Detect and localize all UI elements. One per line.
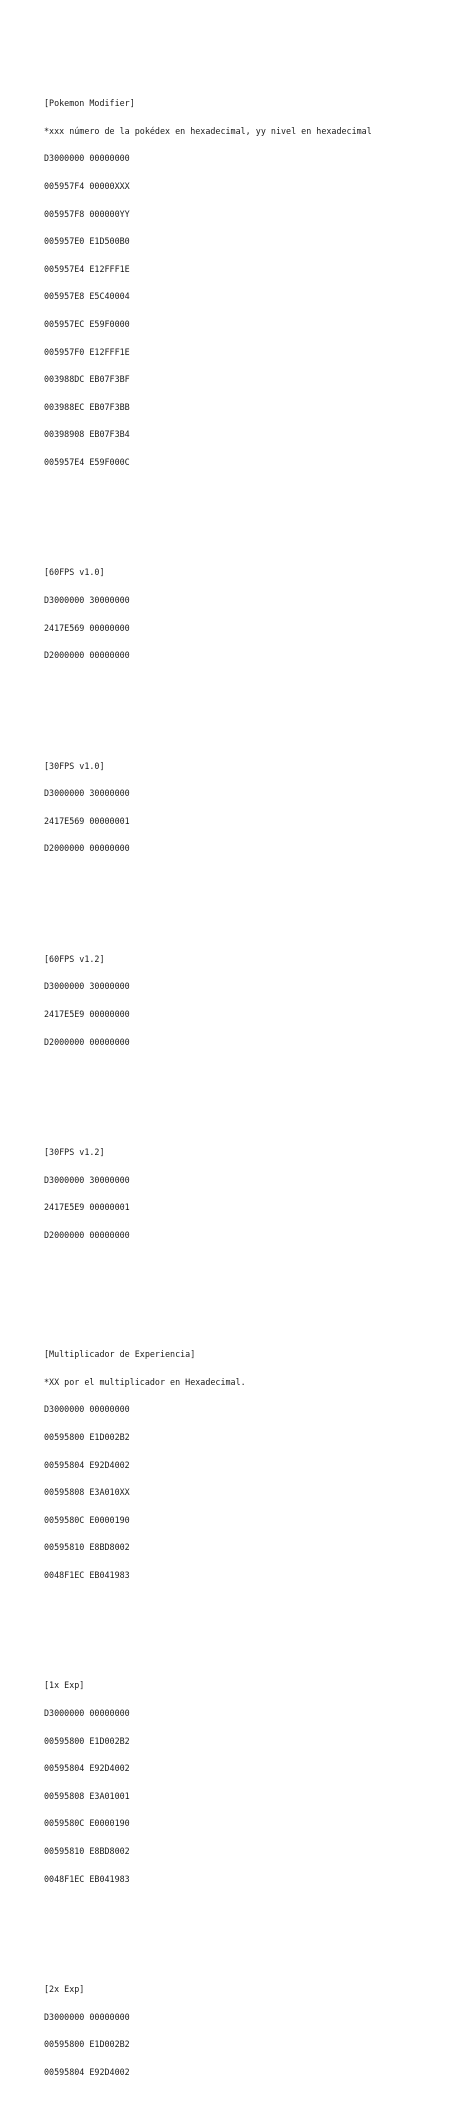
code-line: D2000000 00000000 bbox=[44, 1229, 130, 1240]
code-line: D2000000 00000000 bbox=[44, 843, 130, 854]
code-line: 003988DC EB07F3BF bbox=[44, 374, 130, 385]
section-multiplicador-experiencia bbox=[44, 1332, 372, 1599]
code-line: 2417E5E9 00000000 bbox=[44, 1008, 130, 1019]
code-line: D3000000 30000000 bbox=[44, 981, 130, 992]
code-line: 005957F8 000000YY bbox=[44, 208, 130, 219]
code-line: 005957E0 E1D500B0 bbox=[44, 236, 130, 247]
section-title: [60FPS v1.2] bbox=[44, 953, 105, 964]
code-line: 005957EC E59F0000 bbox=[44, 318, 130, 329]
code-line: 00595800 E1D002B2 bbox=[44, 1735, 130, 1746]
code-line: 005957F0 E12FFF1E bbox=[44, 346, 130, 357]
section-title: [60FPS v1.0] bbox=[44, 567, 105, 578]
code-line: 005957E8 E5C40004 bbox=[44, 291, 130, 302]
code-line: 005957E4 E12FFF1E bbox=[44, 263, 130, 274]
code-line: D2000000 00000000 bbox=[44, 650, 130, 661]
code-line: 0048F1EC EB041983 bbox=[44, 1873, 130, 1884]
code-line: 2417E5E9 00000001 bbox=[44, 1202, 130, 1213]
spacer bbox=[44, 1277, 372, 1295]
section-title: [1x Exp] bbox=[44, 1680, 85, 1691]
code-line: 003988EC EB07F3BB bbox=[44, 401, 130, 412]
spacer bbox=[44, 890, 372, 899]
code-line: D3000000 30000000 bbox=[44, 594, 130, 605]
section-note: *xxx número de la pokédex en hexadecimal, yy nivel en hexadecimal bbox=[44, 125, 372, 136]
spacer bbox=[44, 1617, 372, 1626]
section-title: [Multiplicador de Experiencia] bbox=[44, 1349, 196, 1360]
section-30fps-v1-0 bbox=[44, 743, 372, 872]
spacer bbox=[44, 504, 372, 513]
code-line: 00595810 E8BD8002 bbox=[44, 1542, 130, 1553]
code-line: D2000000 00000000 bbox=[44, 1036, 130, 1047]
code-line: D3000000 30000000 bbox=[44, 788, 130, 799]
spacer bbox=[44, 1921, 372, 1930]
code-line: 0059580C E0000190 bbox=[44, 1818, 130, 1829]
section-title: [Pokemon Modifier] bbox=[44, 98, 135, 109]
code-line: 0059580C E0000190 bbox=[44, 1514, 130, 1525]
code-line: 00595800 E1D002B2 bbox=[44, 2039, 130, 2050]
code-line: D3000000 30000000 bbox=[44, 1174, 130, 1185]
code-line: 2417E569 00000000 bbox=[44, 622, 130, 633]
code-line: D3000000 00000000 bbox=[44, 1404, 130, 1415]
section-1x-exp bbox=[44, 1663, 372, 1902]
code-line: 00595804 E92D4002 bbox=[44, 1763, 130, 1774]
spacer bbox=[44, 1084, 372, 1093]
code-line: 00595804 E92D4002 bbox=[44, 2066, 130, 2077]
code-line: 00595808 E3A01001 bbox=[44, 1790, 130, 1801]
code-line: 0048F1EC EB041983 bbox=[44, 1570, 130, 1581]
spacer bbox=[44, 697, 372, 706]
section-note: *XX por el multiplicador en Hexadecimal. bbox=[44, 1376, 246, 1387]
section-pokemon-modifier bbox=[44, 81, 372, 486]
code-line: 005957E4 E59F000C bbox=[44, 456, 130, 467]
code-line: 00595808 E3A010XX bbox=[44, 1487, 130, 1498]
section-60fps-v1-2 bbox=[44, 936, 372, 1065]
code-line: 2417E569 00000001 bbox=[44, 815, 130, 826]
section-60fps-v1-0 bbox=[44, 550, 372, 679]
code-line: 00595800 E1D002B2 bbox=[44, 1432, 130, 1443]
code-line: 00398908 EB07F3B4 bbox=[44, 429, 130, 440]
section-title: [2x Exp] bbox=[44, 1984, 85, 1995]
code-line: D3000000 00000000 bbox=[44, 2011, 130, 2022]
code-line: D3000000 00000000 bbox=[44, 153, 130, 164]
section-title: [30FPS v1.0] bbox=[44, 760, 105, 771]
code-line: 00595810 E8BD8002 bbox=[44, 1846, 130, 1857]
document-content bbox=[44, 44, 372, 2123]
code-line: 005957F4 00000XXX bbox=[44, 181, 130, 191]
section-30fps-v1-2 bbox=[44, 1130, 372, 1259]
code-line: D3000000 00000000 bbox=[44, 1708, 130, 1719]
section-2x-exp bbox=[44, 1967, 372, 2096]
section-title: [30FPS v1.2] bbox=[44, 1146, 105, 1157]
code-line: 00595804 E92D4002 bbox=[44, 1459, 130, 1470]
